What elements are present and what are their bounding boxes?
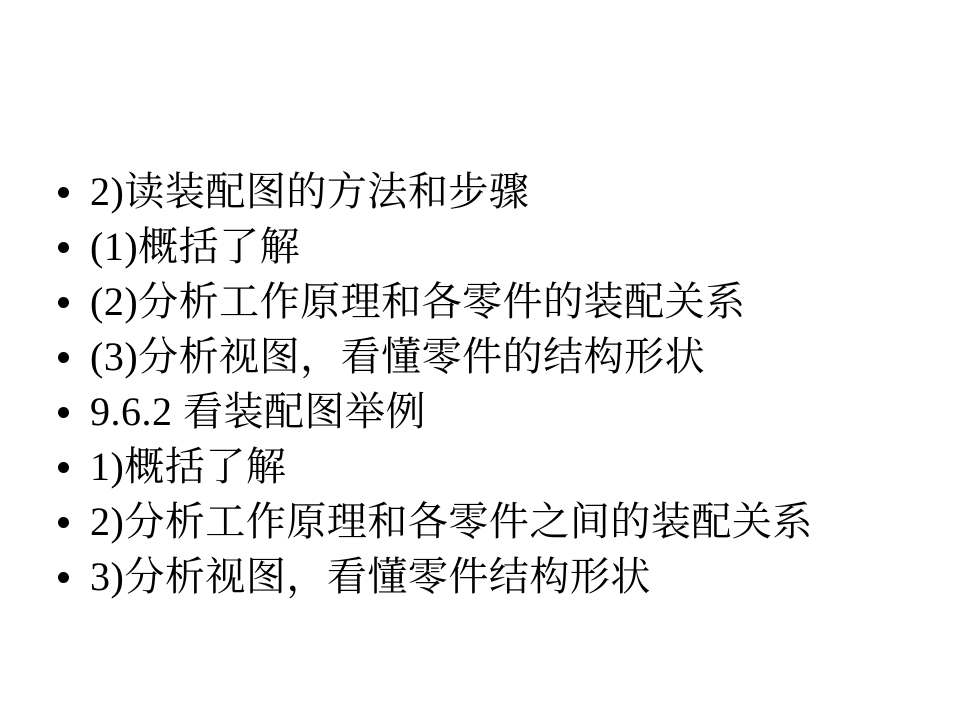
bullet-text: 9.6.2 看装配图举例 <box>90 389 426 434</box>
bullet-list <box>58 164 813 604</box>
bullet-item <box>58 274 813 329</box>
bullet-text: (1)概括了解 <box>90 224 301 269</box>
bullet-item <box>58 384 813 439</box>
bullet-item <box>58 164 813 219</box>
bullet-text: (3)分析视图，看懂零件的结构形状 <box>90 334 706 379</box>
bullet-dot-icon <box>58 462 69 473</box>
bullet-dot-icon <box>58 242 69 253</box>
bullet-dot-icon <box>58 352 69 363</box>
bullet-item <box>58 549 813 604</box>
bullet-dot-icon <box>58 297 69 308</box>
bullet-text: 2)分析工作原理和各零件之间的装配关系 <box>90 499 813 544</box>
bullet-dot-icon <box>58 407 69 418</box>
bullet-text: (2)分析工作原理和各零件的装配关系 <box>90 279 746 324</box>
bullet-text: 3)分析视图，看懂零件结构形状 <box>90 554 651 599</box>
bullet-text: 1)概括了解 <box>90 444 287 489</box>
bullet-item <box>58 439 813 494</box>
bullet-text: 2)读装配图的方法和步骤 <box>90 169 530 214</box>
bullet-item <box>58 329 813 384</box>
bullet-dot-icon <box>58 187 69 198</box>
bullet-item <box>58 494 813 549</box>
bullet-item <box>58 219 813 274</box>
bullet-dot-icon <box>58 572 69 583</box>
bullet-dot-icon <box>58 517 69 528</box>
